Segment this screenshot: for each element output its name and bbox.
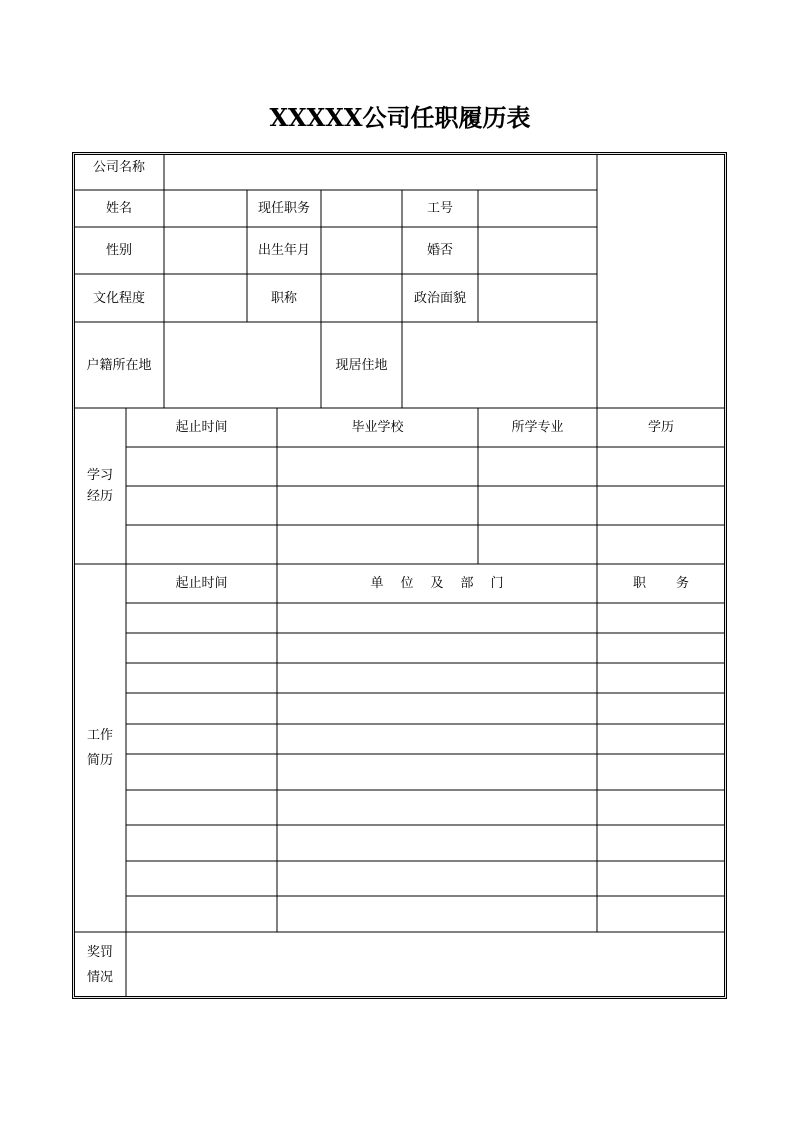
current-position-field[interactable] <box>321 190 402 227</box>
work-row-1-period[interactable] <box>126 603 277 633</box>
study-header-major: 所学专业 <box>511 420 564 435</box>
marital-status-label: 婚否 <box>426 243 453 258</box>
work-section-label <box>74 564 126 932</box>
work-row-3-period[interactable] <box>126 663 277 693</box>
work-row-4-period[interactable] <box>126 693 277 724</box>
work-row-3-unit[interactable] <box>277 663 597 693</box>
gender-label: 性别 <box>105 243 132 258</box>
study-row-3-period[interactable] <box>126 525 277 564</box>
photo-area[interactable] <box>597 154 725 408</box>
job-title-label: 职称 <box>270 290 297 306</box>
study-row-2-major[interactable] <box>478 486 597 525</box>
work-row-6-period[interactable] <box>126 754 277 790</box>
current-residence-field[interactable] <box>402 322 597 408</box>
work-row-2-position[interactable] <box>597 633 725 663</box>
current-position-label: 现任职务 <box>257 201 310 216</box>
company-name-label: 公司名称 <box>92 160 145 175</box>
education-level-label: 文化程度 <box>92 290 145 306</box>
study-row-3-major[interactable] <box>478 525 597 564</box>
employee-id-field[interactable] <box>478 190 597 227</box>
study-section-label <box>74 408 126 564</box>
study-row-1-degree[interactable] <box>597 447 725 486</box>
study-section-label-line1: 学习 <box>86 468 113 483</box>
work-row-7-position[interactable] <box>597 790 725 825</box>
rewards-field[interactable] <box>126 932 725 997</box>
work-row-10-position[interactable] <box>597 896 725 932</box>
education-level-field[interactable] <box>164 274 247 322</box>
work-header-unit-department: 单位及部门 <box>370 576 521 591</box>
work-row-10-period[interactable] <box>126 896 277 932</box>
study-row-1-major[interactable] <box>478 447 597 486</box>
study-row-1-school[interactable] <box>277 447 478 486</box>
rewards-section-label-line2: 情况 <box>86 969 113 985</box>
study-header-degree: 学历 <box>647 420 674 435</box>
name-label: 姓名 <box>105 201 132 216</box>
political-status-label: 政治面貌 <box>413 290 466 306</box>
work-row-2-period[interactable] <box>126 633 277 663</box>
study-row-1-period[interactable] <box>126 447 277 486</box>
study-header-school: 毕业学校 <box>351 420 404 435</box>
study-row-3-school[interactable] <box>277 525 478 564</box>
current-residence-label: 现居住地 <box>335 357 388 373</box>
work-row-8-period[interactable] <box>126 825 277 861</box>
household-registration-field[interactable] <box>164 322 321 408</box>
work-row-9-period[interactable] <box>126 861 277 896</box>
work-row-1-unit[interactable] <box>277 603 597 633</box>
study-row-3-degree[interactable] <box>597 525 725 564</box>
work-row-7-unit[interactable] <box>277 790 597 825</box>
work-section-label-line1: 工作 <box>86 728 113 743</box>
work-row-6-unit[interactable] <box>277 754 597 790</box>
rewards-section-label <box>74 932 126 997</box>
work-row-4-unit[interactable] <box>277 693 597 724</box>
work-row-10-unit[interactable] <box>277 896 597 932</box>
work-row-5-position[interactable] <box>597 724 725 754</box>
work-row-6-position[interactable] <box>597 754 725 790</box>
work-header-period: 起止时间 <box>175 576 228 591</box>
rewards-section-label-line1: 奖罚 <box>86 944 113 960</box>
employee-id-label: 工号 <box>426 201 453 216</box>
work-row-8-unit[interactable] <box>277 825 597 861</box>
company-name-field[interactable] <box>164 154 597 190</box>
marital-status-field[interactable] <box>478 227 597 274</box>
household-registration-label: 户籍所在地 <box>86 357 152 373</box>
work-row-1-position[interactable] <box>597 603 725 633</box>
political-status-field[interactable] <box>478 274 597 322</box>
study-row-2-school[interactable] <box>277 486 478 525</box>
work-row-2-unit[interactable] <box>277 633 597 663</box>
name-field[interactable] <box>164 190 247 227</box>
work-row-5-unit[interactable] <box>277 724 597 754</box>
study-section-label-line2: 经历 <box>86 489 113 504</box>
work-row-3-position[interactable] <box>597 663 725 693</box>
study-row-2-degree[interactable] <box>597 486 725 525</box>
work-row-9-unit[interactable] <box>277 861 597 896</box>
work-row-4-position[interactable] <box>597 693 725 724</box>
study-row-2-period[interactable] <box>126 486 277 525</box>
job-title-field[interactable] <box>321 274 402 322</box>
form-title: XXXXX公司任职履历表 <box>269 103 531 132</box>
work-row-7-period[interactable] <box>126 790 277 825</box>
birth-month-label: 出生年月 <box>257 243 310 258</box>
gender-field[interactable] <box>164 227 247 274</box>
work-row-8-position[interactable] <box>597 825 725 861</box>
birth-month-field[interactable] <box>321 227 402 274</box>
resume-form-table <box>72 152 727 999</box>
study-header-period: 起止时间 <box>175 420 228 435</box>
work-row-5-period[interactable] <box>126 724 277 754</box>
work-row-9-position[interactable] <box>597 861 725 896</box>
work-section-label-line2: 简历 <box>86 753 113 768</box>
work-header-position: 职务 <box>632 576 719 591</box>
